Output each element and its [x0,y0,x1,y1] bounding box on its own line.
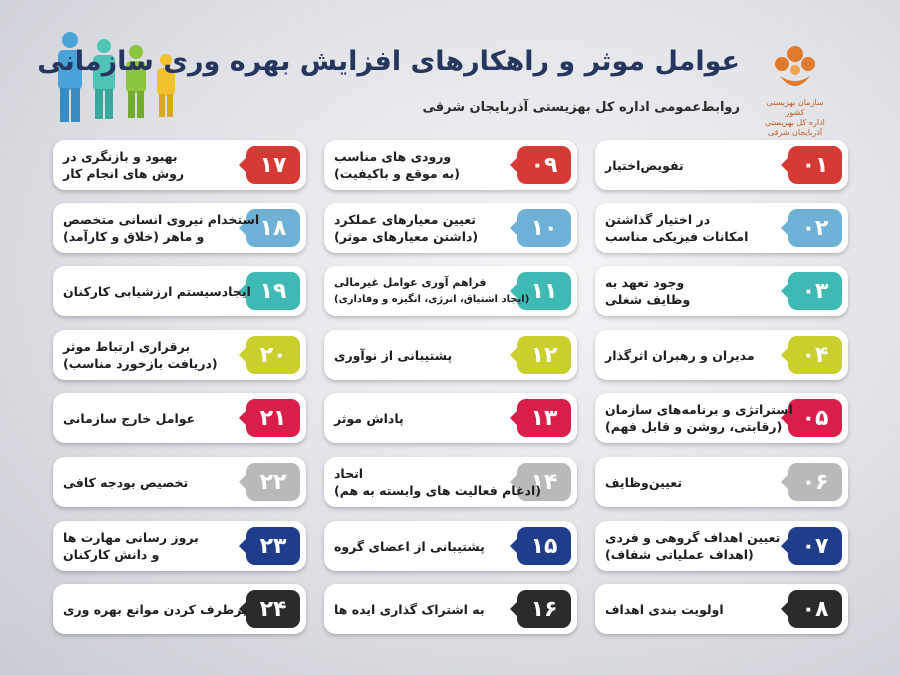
factor-title: بروز رسانی مهارت ها [63,530,199,545]
factor-text [63,393,236,443]
factor-number-badge: ۰۶ [788,463,842,501]
factor-subtitle: (داشتن معیارهای موثر) [334,229,479,244]
factor-card [324,140,577,190]
factor-number-badge: ۰۷ [788,527,842,565]
factor-number-badge: ۲۲ [246,463,300,501]
factor-number-badge: ۰۵ [788,399,842,437]
factor-text [63,203,260,253]
factor-subtitle: و دانش کارکنان [63,547,160,562]
factor-title: پشتیبانی از نوآوری [334,347,453,363]
factor-number-badge: ۰۸ [788,590,842,628]
factor-text [63,521,236,571]
factor-card [595,584,848,634]
factor-card [53,266,306,316]
factor-card [53,521,306,571]
factor-title: برطرف کردن موانع بهره وری [63,601,247,617]
factor-number-badge: ۰۴ [788,336,842,374]
factor-number-badge: ۲۴ [246,590,300,628]
factor-title: ورودی های مناسب [334,149,452,164]
factor-title: تعیین اهداف گروهی و فردی [605,530,781,545]
factor-card [53,140,306,190]
factor-title: اولویت بندی اهداف [605,601,724,617]
factor-title: پاداش موثر [334,410,404,426]
factor-subtitle: (رقابتی، روشن و قابل فهم) [605,419,783,434]
factor-card [324,393,577,443]
logo-text: سازمان بهزیستی کشور اداره کل بهزیستی آذربایجان شرقی [765,98,825,137]
factor-title: اتحاد [334,466,364,481]
factor-card [324,203,577,253]
factor-number-badge: ۱۶ [517,590,571,628]
factor-title: پشتیبانی از اعضای گروه [334,538,485,554]
factor-card [324,457,577,507]
factor-title: بهبود و بازنگری در [63,149,178,164]
factor-title: عوامل خارج سازمانی [63,410,196,426]
factor-number-badge: ۱۵ [517,527,571,565]
factor-title: در اختیار گذاشتن [605,212,711,227]
factor-subtitle: روش های انجام کار [63,166,185,181]
factor-card [595,203,848,253]
page-title: عوامل موثر و راهکارهای افزایش بهره وری سازمانی [37,46,740,77]
factor-text [63,140,236,190]
factor-title: استخدام نیروی انسانی متخصص [63,212,260,227]
factor-card [595,266,848,316]
factor-title: مدیران و رهبران اثرگذار [605,347,755,363]
factor-number-badge: ۱۷ [246,146,300,184]
factor-number-badge: ۱۳ [517,399,571,437]
factor-number-badge: ۱۸ [246,209,300,247]
factor-card [595,521,848,571]
factor-text [605,393,793,443]
factor-card [324,584,577,634]
factor-title: ایجادسیستم ارزشیابی کارکنان [63,283,251,299]
factor-text [605,584,778,634]
factor-card [595,330,848,380]
factor-number-badge: ۲۰ [246,336,300,374]
factor-number-badge: ۱۹ [246,272,300,310]
factor-title: تفویض‌اختیار [605,157,684,173]
factor-card [595,457,848,507]
factor-number-badge: ۱۰ [517,209,571,247]
logo-emblem-icon [760,40,830,98]
factor-number-badge: ۰۱ [788,146,842,184]
factor-text [605,140,778,190]
factor-title: تعیین معیارهای عملکرد [334,212,476,227]
factor-text [605,521,781,571]
factor-card [53,203,306,253]
factor-title: تعیین‌وظایف [605,474,683,490]
factor-number-badge: ۰۹ [517,146,571,184]
factor-text [605,266,778,316]
factor-card [53,584,306,634]
factor-text [334,266,530,316]
factor-number-badge: ۲۳ [246,527,300,565]
factor-subtitle: وظایف شغلی [605,292,691,307]
factor-number-badge: ۲۱ [246,399,300,437]
factor-text [63,457,236,507]
people-icon [50,30,190,125]
page-subtitle: روابط‌عمومی اداره کل بهزیستی آذربایجان شرقی [422,100,740,115]
factor-text [334,203,507,253]
factor-text [63,330,236,380]
factor-text [334,584,507,634]
factor-number-badge: ۱۴ [517,463,571,501]
factor-title: برقراری ارتباط موثر [63,339,191,354]
factor-title: استراتژی و برنامه‌های سازمان [605,402,793,417]
factor-text [334,140,507,190]
factor-number-badge: ۰۳ [788,272,842,310]
behzisti-logo [760,40,830,137]
factor-title: به اشتراک گذاری ایده ها [334,601,485,617]
factor-subtitle: و ماهر (خلاق و کارآمد) [63,229,205,244]
factor-subtitle: (دریافت بازخورد مناسب) [63,356,218,371]
header [0,0,900,135]
factor-text [605,330,778,380]
factor-text [334,457,541,507]
factor-title: فراهم آوری عوامل غیرمالی [334,276,487,289]
factor-number-badge: ۱۱ [517,272,571,310]
factor-text [334,330,507,380]
factor-card [595,140,848,190]
factor-card [53,393,306,443]
factor-subtitle: امکانات فیزیکی مناسب [605,229,749,244]
factor-subtitle: (ایجاد اشتیاق، انرژی، انگیزه و وفاداری) [334,294,530,305]
factor-card [324,330,577,380]
factor-text [334,393,507,443]
factor-text [605,203,778,253]
factor-card [595,393,848,443]
factor-subtitle: (به موقع و باکیفیت) [334,166,460,181]
factor-title: تخصیص بودجه کافی [63,474,189,490]
factor-text [605,457,778,507]
factor-subtitle: (اهداف عملیاتی شفاف) [605,547,754,562]
factor-card [324,521,577,571]
factor-card [53,330,306,380]
factor-text [63,266,251,316]
factor-text [63,584,247,634]
factor-card [324,266,577,316]
factor-subtitle: (ادغام فعالیت های وابسته به هم) [334,483,541,498]
factor-number-badge: ۰۲ [788,209,842,247]
factor-text [334,521,507,571]
factor-title: وجود تعهد به [605,275,685,290]
factor-number-badge: ۱۲ [517,336,571,374]
factor-card [53,457,306,507]
